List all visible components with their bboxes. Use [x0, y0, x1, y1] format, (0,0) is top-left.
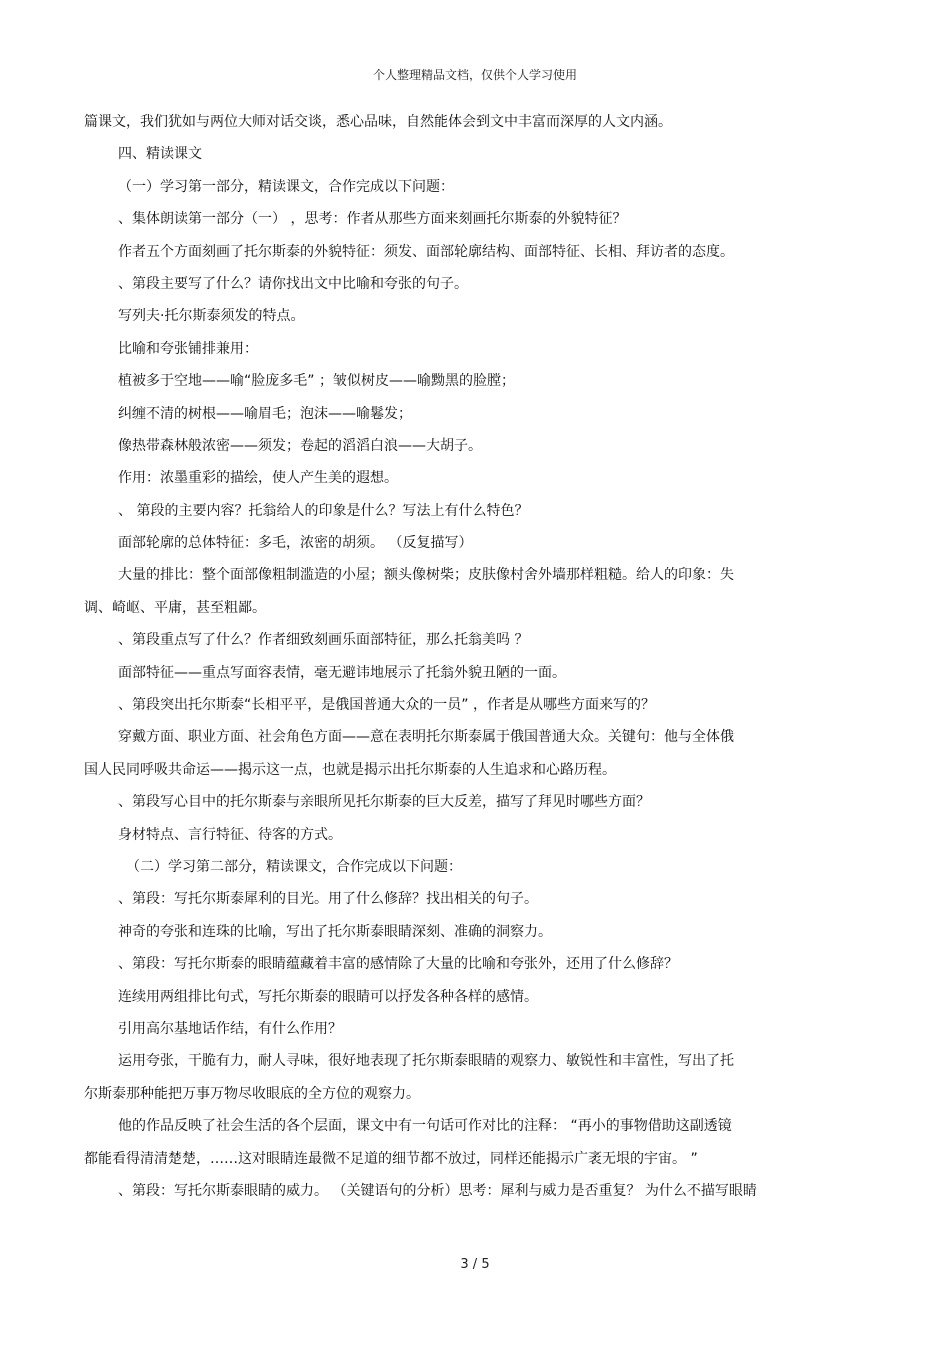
text-line: 作用：浓墨重彩的描绘，使人产生美的遐想。: [118, 470, 398, 487]
text-line: 、第段：写托尔斯泰眼睛的威力。 （关键语句的分析）思考：犀利与威力是否重复？ 为什么不描写眼睛: [118, 1182, 757, 1199]
text-line: 、第段写心目中的托尔斯泰与亲眼所见托尔斯泰的巨大反差，描写了拜见时哪些方面？: [118, 794, 650, 811]
text-line: 面部特征——重点写面容表情，毫无避讳地展示了托翁外貌丑陋的一面。: [118, 664, 566, 681]
text-line: （二）学习第二部分，精读课文，合作完成以下问题：: [126, 858, 462, 875]
text-line: 写列夫·托尔斯泰须发的特点。: [118, 308, 305, 325]
text-line: 、第段主要写了什么？请你找出文中比喻和夸张的句子。: [118, 275, 468, 292]
text-line: 都能看得清清楚楚，……这对眼睛连最微不足道的细节都不放过，同样还能揭示广袤无垠的宇宙。 ”: [84, 1150, 698, 1167]
text-line: 运用夸张，干脆有力，耐人寻味，很好地表现了托尔斯泰眼睛的观察力、敏锐性和丰富性，写出了托: [118, 1053, 734, 1070]
text-line: 、第段：写托尔斯泰犀利的目光。用了什么修辞？找出相关的句子。: [118, 891, 538, 908]
text-line: 国人民同呼吸共命运——揭示这一点，也就是揭示出托尔斯泰的人生追求和心路历程。: [84, 761, 616, 778]
text-line: 调、崎岖、平庸，甚至粗鄙。: [84, 599, 266, 616]
text-line: （一）学习第一部分，精读课文，合作完成以下问题：: [118, 178, 454, 195]
text-line: 尔斯泰那种能把万事万物尽收眼底的全方位的观察力。: [84, 1085, 420, 1102]
text-line: 纠缠不清的树根——喻眉毛；泡沫——喻鬈发；: [118, 405, 412, 422]
text-line: 像热带森林般浓密——须发；卷起的滔滔白浪——大胡子。: [118, 437, 482, 454]
text-line: 他的作品反映了社会生活的各个层面，课文中有一句话可作对比的注释： “再小的事物借助这副透镜: [118, 1118, 732, 1135]
document-body: [84, 112, 870, 1213]
text-line: 、集体朗读第一部分（一） ，思考：作者从那些方面来刻画托尔斯泰的外貌特征？: [118, 211, 627, 228]
text-line: 面部轮廓的总体特征：多毛，浓密的胡须。 （反复描写）: [118, 535, 473, 552]
page-header: 个人整理精品文档，仅供个人学习使用: [372, 68, 577, 82]
text-line: 穿戴方面、职业方面、社会角色方面——意在表明托尔斯泰属于俄国普通大众。关键句：他与全体俄: [118, 729, 734, 746]
text-line: 引用高尔基地话作结，有什么作用？: [118, 1020, 342, 1037]
text-line: 四、精读课文: [118, 146, 202, 163]
text-line: 篇课文，我们犹如与两位大师对话交谈，悉心品味，自然能体会到文中丰富而深厚的人文内涵。: [84, 114, 672, 130]
text-line: 作者五个方面刻画了托尔斯泰的外貌特征：须发、面部轮廓结构、面部特征、长相、拜访者的态度。: [118, 243, 734, 260]
text-line: 、第段：写托尔斯泰的眼睛蕴藏着丰富的感情除了大量的比喻和夸张外，还用了什么修辞？: [118, 956, 678, 973]
text-line: 神奇的夸张和连珠的比喻，写出了托尔斯泰眼睛深刻、准确的洞察力。: [118, 923, 552, 940]
text-line: 、第段重点写了什么？作者细致刻画乐面部特征，那么托翁美吗 ？: [118, 632, 529, 649]
text-line: 连续用两组排比句式，写托尔斯泰的眼睛可以抒发各种各样的感情。: [118, 988, 538, 1005]
text-line: 、 第段的主要内容？托翁给人的印象是什么？写法上有什么特色？: [118, 502, 529, 519]
text-line: 比喻和夸张铺排兼用：: [118, 340, 258, 357]
page-number: 3 / 5: [460, 1257, 490, 1272]
text-line: 大量的排比：整个面部像粗制滥造的小屋；额头像树柴；皮肤像村舍外墙那样粗糙。给人的印象：失: [118, 567, 734, 584]
text-line: 植被多于空地——喻“脸庞多毛” ；皱似树皮——喻黝黑的脸膛；: [118, 373, 515, 390]
text-line: 身材特点、言行特征、待客的方式。: [118, 826, 342, 843]
text-line: 、第段突出托尔斯泰“长相平平，是俄国普通大众的一员” ，作者是从哪些方面来写的？: [118, 697, 655, 714]
